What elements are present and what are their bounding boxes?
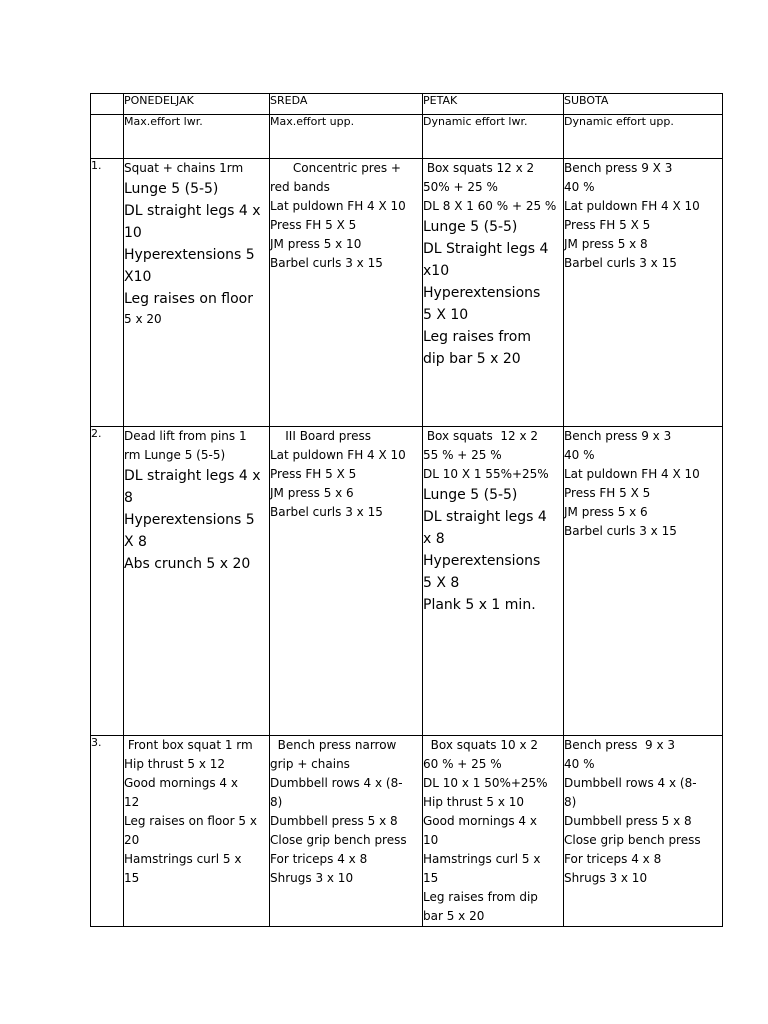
day-header-friday: PETAK	[423, 94, 564, 115]
exercise-cell	[124, 736, 270, 927]
exercise-line: 10	[423, 833, 439, 847]
exercise-line: X10	[124, 269, 152, 285]
exercise-line: 40 %	[564, 448, 595, 462]
exercise-line: Hyperextensions 5	[124, 512, 255, 528]
exercise-line: Good mornings 4 x	[423, 814, 537, 828]
exercise-line: 8)	[564, 795, 577, 809]
exercise-line: Lat puldown FH 4 X 10	[270, 448, 406, 462]
week-row-2	[91, 427, 723, 736]
empty-header-cell	[91, 94, 124, 115]
exercise-cell	[423, 159, 564, 427]
exercise-line: dip bar 5 x 20	[423, 351, 521, 367]
exercise-line: 40 %	[564, 180, 595, 194]
row-number: 1.	[91, 159, 124, 427]
exercise-line: 50% + 25 %	[423, 180, 498, 194]
exercise-line: DL 10 X 1 55%+25%	[423, 467, 549, 481]
effort-header-friday: Dynamic effort lwr.	[423, 115, 564, 159]
exercise-line: 40 %	[564, 757, 595, 771]
exercise-line: Hyperextensions	[423, 553, 541, 569]
exercise-line: Barbel curls 3 x 15	[270, 505, 383, 519]
exercise-line: 8	[124, 490, 133, 506]
exercise-cell	[423, 736, 564, 927]
exercise-line: Leg raises from	[423, 329, 531, 345]
day-header-row	[91, 94, 723, 115]
exercise-line: Dead lift from pins 1	[124, 429, 247, 443]
exercise-line: Hip thrust 5 x 10	[423, 795, 525, 809]
exercise-line: grip + chains	[270, 757, 350, 771]
exercise-line: DL 8 X 1 60 % + 25 %	[423, 199, 557, 213]
exercise-line: III Board press	[270, 429, 371, 443]
exercise-line: Abs crunch 5 x 20	[124, 556, 251, 572]
exercise-line: Barbel curls 3 x 15	[564, 256, 677, 270]
exercise-cell	[564, 159, 723, 427]
exercise-line: DL straight legs 4 x	[124, 468, 261, 484]
exercise-line: JM press 5 x 6	[270, 486, 354, 500]
exercise-line: 15	[423, 871, 439, 885]
exercise-line: 5 X 10	[423, 307, 469, 323]
exercise-line: 12	[124, 795, 140, 809]
exercise-line: Bench press narrow	[270, 738, 397, 752]
exercise-cell	[270, 159, 423, 427]
exercise-line: Press FH 5 X 5	[564, 218, 651, 232]
exercise-line: x 8	[423, 531, 445, 547]
exercise-line: DL straight legs 4 x	[124, 203, 261, 219]
training-plan-table	[90, 93, 723, 927]
exercise-line: Dumbbell press 5 x 8	[564, 814, 692, 828]
exercise-line: DL straight legs 4	[423, 509, 547, 525]
exercise-line: Barbel curls 3 x 15	[564, 524, 677, 538]
exercise-line: rm Lunge 5 (5-5)	[124, 448, 226, 462]
exercise-line: x10	[423, 263, 450, 279]
effort-header-monday: Max.effort lwr.	[124, 115, 270, 159]
exercise-line: Squat + chains 1rm	[124, 161, 244, 175]
exercise-line: Front box squat 1 rm	[124, 738, 253, 752]
exercise-cell	[423, 427, 564, 736]
day-header-monday: PONEDELJAK	[124, 94, 270, 115]
empty-subheader-cell	[91, 115, 124, 159]
exercise-line: 10	[124, 225, 142, 241]
exercise-line: Dumbbell rows 4 x (8-	[564, 776, 697, 790]
exercise-line: Leg raises on floor 5 x	[124, 814, 257, 828]
exercise-line: Good mornings 4 x	[124, 776, 238, 790]
exercise-cell	[564, 736, 723, 927]
exercise-line: Plank 5 x 1 min.	[423, 597, 536, 613]
row-number: 2.	[91, 427, 124, 736]
exercise-line: DL 10 x 1 50%+25%	[423, 776, 548, 790]
exercise-line: Barbel curls 3 x 15	[270, 256, 383, 270]
exercise-line: Press FH 5 X 5	[270, 218, 357, 232]
effort-header-row	[91, 115, 723, 159]
exercise-line: Hamstrings curl 5 x	[124, 852, 242, 866]
exercise-line: 8)	[270, 795, 283, 809]
exercise-line: Box squats 12 x 2	[423, 429, 538, 443]
row-number: 3.	[91, 736, 124, 927]
exercise-line: Shrugs 3 x 10	[564, 871, 648, 885]
exercise-line: X 8	[124, 534, 147, 550]
exercise-cell	[270, 736, 423, 927]
exercise-line: 15	[124, 871, 140, 885]
exercise-line: Hamstrings curl 5 x	[423, 852, 541, 866]
exercise-cell	[564, 427, 723, 736]
exercise-line: Lat puldown FH 4 X 10	[270, 199, 406, 213]
exercise-line: 5 X 8	[423, 575, 460, 591]
exercise-line: Hyperextensions	[423, 285, 541, 301]
exercise-line: Lunge 5 (5-5)	[423, 219, 518, 235]
exercise-line: Bench press 9 x 3	[564, 429, 672, 443]
exercise-line: DL Straight legs 4	[423, 241, 549, 257]
exercise-line: Concentric pres +	[270, 161, 401, 175]
exercise-cell	[124, 427, 270, 736]
exercise-line: bar 5 x 20	[423, 909, 485, 923]
exercise-line: JM press 5 x 6	[564, 505, 648, 519]
exercise-line: Hip thrust 5 x 12	[124, 757, 226, 771]
effort-header-wednesday: Max.effort upp.	[270, 115, 423, 159]
exercise-line: 60 % + 25 %	[423, 757, 502, 771]
exercise-line: Bench press 9 x 3	[564, 738, 676, 752]
exercise-line: 20	[124, 833, 140, 847]
exercise-cell	[270, 427, 423, 736]
exercise-line: Shrugs 3 x 10	[270, 871, 354, 885]
exercise-line: JM press 5 x 10	[270, 237, 362, 251]
exercise-line: Close grip bench press	[564, 833, 701, 847]
exercise-line: Bench press 9 X 3	[564, 161, 673, 175]
exercise-line: Lunge 5 (5-5)	[423, 487, 518, 503]
exercise-line: Box squats 10 x 2	[423, 738, 538, 752]
exercise-line: Press FH 5 X 5	[564, 486, 651, 500]
exercise-line: Lunge 5 (5-5)	[124, 181, 219, 197]
week-row-3	[91, 736, 723, 927]
week-row-1	[91, 159, 723, 427]
exercise-line: Hyperextensions 5	[124, 247, 255, 263]
exercise-line: 55 % + 25 %	[423, 448, 502, 462]
day-header-wednesday: SREDA	[270, 94, 423, 115]
effort-header-saturday: Dynamic effort upp.	[564, 115, 723, 159]
exercise-line: red bands	[270, 180, 330, 194]
exercise-line: Dumbbell press 5 x 8	[270, 814, 398, 828]
exercise-line: Lat puldown FH 4 X 10	[564, 199, 700, 213]
day-header-saturday: SUBOTA	[564, 94, 723, 115]
exercise-line: Leg raises on floor	[124, 291, 253, 307]
exercise-line: For triceps 4 x 8	[564, 852, 662, 866]
exercise-line: For triceps 4 x 8	[270, 852, 368, 866]
exercise-line: Leg raises from dip	[423, 890, 538, 904]
exercise-line: Box squats 12 x 2	[423, 161, 535, 175]
exercise-line: Lat puldown FH 4 X 10	[564, 467, 700, 481]
exercise-line: Press FH 5 X 5	[270, 467, 357, 481]
exercise-line: JM press 5 x 8	[564, 237, 648, 251]
exercise-line: Dumbbell rows 4 x (8-	[270, 776, 403, 790]
exercise-cell	[124, 159, 270, 427]
exercise-line: Close grip bench press	[270, 833, 407, 847]
exercise-line: 5 x 20	[124, 312, 162, 326]
